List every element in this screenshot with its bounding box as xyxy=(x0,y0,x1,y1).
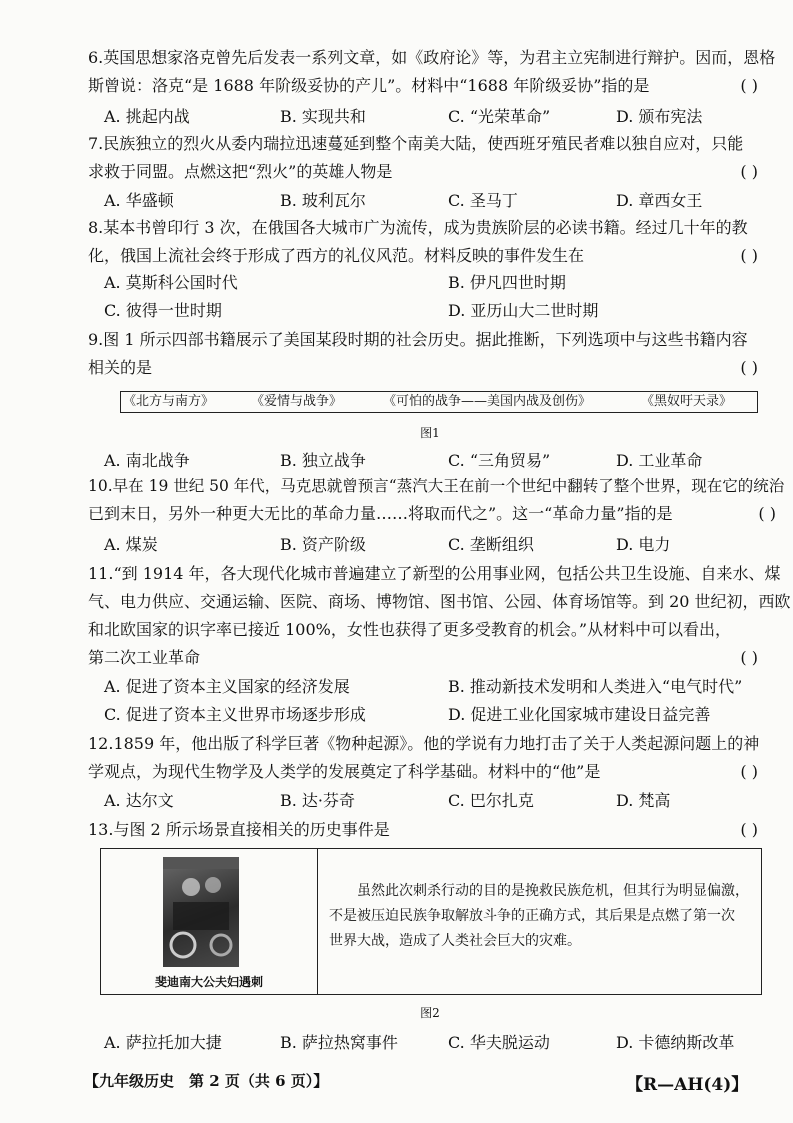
figure-1-books xyxy=(120,391,758,413)
figure-caption: 图2 xyxy=(420,1006,440,1020)
question-text: 学观点，为现代生物学及人类学的发展奠定了科学基础。材料中的“他”是 ( ) xyxy=(88,758,760,786)
option-a[interactable]: A. 华盛顿 xyxy=(104,191,174,210)
question-text: 和北欧国家的识字率已接近 100%，女性也获得了更多受教育的机会。”从材料中可以看出， xyxy=(88,620,732,639)
material-text: 世界大战，造成了人类社会巨大的灾难。 xyxy=(329,933,581,949)
question-8 xyxy=(88,214,760,270)
question-text: 10.早在 19 世纪 50 年代，马克思就曾预言“蒸汽大王在前一个世纪中翻转了整个世界，现在它的统治 xyxy=(88,477,785,495)
option-a[interactable]: A. 南北战争 xyxy=(104,451,190,470)
option-b[interactable]: B. 独立战争 xyxy=(280,451,366,470)
option-d[interactable]: D. 梵高 xyxy=(616,791,671,810)
option-c[interactable]: C. “三角贸易” xyxy=(448,451,551,470)
options-8b xyxy=(104,298,764,324)
option-c[interactable]: C. “光荣革命” xyxy=(448,107,551,126)
figure-2 xyxy=(100,848,762,995)
material-text: 虽然此次刺杀行动的目的是挽救民族危机，但其行为明显偏激， xyxy=(357,883,749,899)
question-text: 9.图 1 所示四部书籍展示了美国某段时期的社会历史。据此推断，下列选项中与这些书籍内容 xyxy=(88,330,748,349)
footer-code: 【R—AH(4)】 xyxy=(626,1075,749,1095)
options-6 xyxy=(104,104,764,130)
option-b[interactable]: B. 实现共和 xyxy=(280,107,366,126)
question-text: 相关的是 ( ) xyxy=(88,354,760,382)
option-d[interactable]: D. 促进工业化国家城市建设日益完善 xyxy=(448,705,711,724)
option-d[interactable]: D. 章西女王 xyxy=(616,191,703,210)
option-a[interactable]: A. 促进了资本主义国家的经济发展 xyxy=(104,677,350,696)
book-title: 《可怕的战争——美国内战及创伤》 xyxy=(383,394,592,409)
figure-2-text xyxy=(329,879,749,954)
question-11 xyxy=(88,560,791,672)
options-12 xyxy=(104,788,764,814)
options-9 xyxy=(104,448,764,474)
option-a[interactable]: A. 莫斯科公国时代 xyxy=(104,273,238,292)
option-c[interactable]: C. 圣马丁 xyxy=(448,191,518,210)
assassination-photo xyxy=(163,857,239,967)
question-text: 12.1859 年，他出版了科学巨著《物种起源》。他的学说有力地打击了关于人类起源问题上的神 xyxy=(88,734,760,753)
question-text: 斯曾说：洛克“是 1688 年阶级妥协的产儿”。材料中“1688 年阶级妥协”指的是 ( ) xyxy=(88,72,760,100)
options-8a xyxy=(104,270,764,296)
question-text: 求救于同盟。点燃这把“烈火”的英雄人物是 ( ) xyxy=(88,158,760,186)
question-text: 6.英国思想家洛克曾先后发表一系列文章，如《政府论》等，为君主立宪制进行辩护。因而，恩格 xyxy=(88,48,776,67)
option-c[interactable]: C. 巴尔扎克 xyxy=(448,791,534,810)
option-d[interactable]: D. 工业革命 xyxy=(616,451,703,470)
option-a[interactable]: A. 萨拉托加大捷 xyxy=(104,1033,222,1052)
option-b[interactable]: B. 资产阶级 xyxy=(280,535,366,554)
figure-caption: 图1 xyxy=(420,426,440,440)
options-10 xyxy=(104,532,764,558)
question-6 xyxy=(88,44,776,100)
figure-2-photo-panel xyxy=(101,849,318,994)
option-d[interactable]: D. 电力 xyxy=(616,535,671,554)
answer-bracket: ( ) xyxy=(740,648,758,667)
option-b[interactable]: B. 达·芬奇 xyxy=(280,791,356,810)
book-title: 《黑奴吁天录》 xyxy=(641,394,733,409)
option-d[interactable]: D. 亚历山大二世时期 xyxy=(448,301,599,320)
option-b[interactable]: B. 萨拉热窝事件 xyxy=(280,1033,398,1052)
answer-bracket: ( ) xyxy=(740,162,758,181)
question-text: 7.民族独立的烈火从委内瑞拉迅速蔓延到整个南美大陆，使西班牙殖民者难以独自应对，只能 xyxy=(88,134,744,153)
option-a[interactable]: A. 挑起内战 xyxy=(104,107,190,126)
answer-bracket: ( ) xyxy=(740,358,758,377)
question-text: 化，俄国上流社会终于形成了西方的礼仪风范。材料反映的事件发生在 ( ) xyxy=(88,242,760,270)
footer-page-info: 【九年级历史 第 2 页（共 6 页）】 xyxy=(84,1072,329,1090)
answer-bracket: ( ) xyxy=(740,762,758,781)
option-b[interactable]: B. 推动新技术发明和人类进入“电气时代” xyxy=(448,677,743,696)
options-13 xyxy=(104,1030,764,1056)
book-title: 《爱情与战争》 xyxy=(251,394,343,409)
question-13 xyxy=(88,816,760,844)
question-12 xyxy=(88,730,760,786)
question-text: 已到末日，另外一种更大无比的革命力量……将取而代之”。这一“革命力量”指的是 ( ) xyxy=(88,500,778,528)
option-c[interactable]: C. 促进了资本主义世界市场逐步形成 xyxy=(104,705,366,724)
question-text: 13.与图 2 所示场景直接相关的历史事件是 ( ) xyxy=(88,816,760,844)
option-b[interactable]: B. 伊凡四世时期 xyxy=(448,273,566,292)
option-c[interactable]: C. 华夫脱运动 xyxy=(448,1033,550,1052)
question-text: 第二次工业革命 ( ) xyxy=(88,644,760,672)
answer-bracket: ( ) xyxy=(740,820,758,839)
question-text: 气、电力供应、交通运输、医院、商场、博物馆、图书馆、公园、体育场馆等。到 20 世纪初，西欧 xyxy=(88,592,791,611)
question-9 xyxy=(88,326,760,382)
options-11b xyxy=(104,702,764,728)
book-title: 《北方与南方》 xyxy=(123,394,215,409)
answer-bracket: ( ) xyxy=(740,76,758,95)
option-a[interactable]: A. 煤炭 xyxy=(104,535,158,554)
option-d[interactable]: D. 颁布宪法 xyxy=(616,107,703,126)
option-c[interactable]: C. 彼得一世时期 xyxy=(104,301,222,320)
option-c[interactable]: C. 垄断组织 xyxy=(448,535,534,554)
option-d[interactable]: D. 卡德纳斯改革 xyxy=(616,1033,735,1052)
question-text: 11.“到 1914 年，各大现代化城市普遍建立了新型的公用事业网，包括公共卫生设施、自来水、煤 xyxy=(88,564,781,583)
question-text: 8.某本书曾印行 3 次，在俄国各大城市广为流传，成为贵族阶层的必读书籍。经过几十年的教 xyxy=(88,218,748,237)
question-7 xyxy=(88,130,760,186)
answer-bracket: ( ) xyxy=(740,246,758,265)
option-b[interactable]: B. 玻利瓦尔 xyxy=(280,191,366,210)
question-10 xyxy=(88,472,785,528)
options-7 xyxy=(104,188,764,214)
photo-caption: 斐迪南大公夫妇遇刺 xyxy=(154,975,263,989)
options-11a xyxy=(104,674,764,700)
option-a[interactable]: A. 达尔文 xyxy=(104,791,174,810)
answer-bracket: ( ) xyxy=(758,504,776,523)
material-text: 不是被压迫民族争取解放斗争的正确方式，其后果是点燃了第一次 xyxy=(329,908,735,924)
